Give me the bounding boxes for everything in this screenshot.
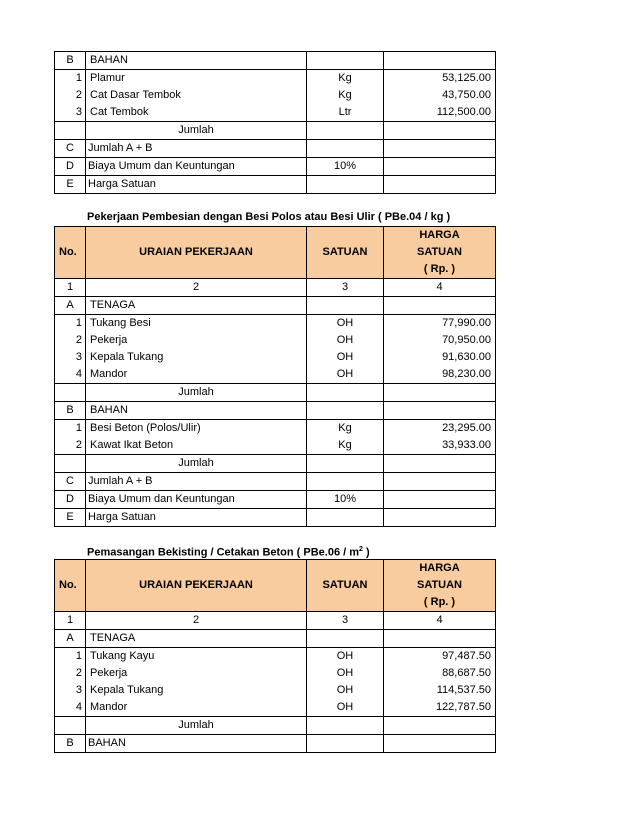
row-letter: D (55, 158, 86, 176)
header-harga-line2: SATUAN (416, 579, 462, 591)
row-label: Biaya Umum dan Keuntungan (86, 158, 307, 176)
item-unit: OH (307, 366, 384, 384)
item-price: 91,630.00 (384, 349, 496, 366)
header-uraian: URAIAN PEKERJAAN (86, 227, 307, 279)
row-letter: C (55, 140, 86, 158)
row-letter: B (55, 735, 86, 753)
row-label: TENAGA (86, 297, 307, 315)
header-harga (384, 227, 496, 279)
item-no: 4 (55, 366, 86, 384)
row-label: BAHAN (86, 735, 307, 753)
table-section-3 (54, 559, 496, 753)
item-no: 2 (55, 87, 86, 104)
item-desc: Mandor (86, 699, 307, 717)
jumlah-label: Jumlah (86, 455, 307, 473)
item-unit: Kg (307, 87, 384, 104)
item-unit: Kg (307, 437, 384, 455)
item-desc: Kawat Ikat Beton (86, 437, 307, 455)
row-label: Biaya Umum dan Keuntungan (86, 491, 307, 509)
item-unit: OH (307, 315, 384, 333)
item-desc: Mandor (86, 366, 307, 384)
row-letter: B (55, 402, 86, 420)
row-letter: A (55, 630, 86, 648)
item-unit: OH (307, 332, 384, 349)
item-no: 3 (55, 104, 86, 122)
item-price: 70,950.00 (384, 332, 496, 349)
item-desc: Pekerja (86, 332, 307, 349)
section-title (54, 539, 495, 559)
header-no: No. (55, 560, 86, 612)
item-no: 4 (55, 699, 86, 717)
item-desc: Tukang Kayu (86, 648, 307, 666)
row-label: Jumlah A + B (86, 473, 307, 491)
overhead-percent: 10% (307, 158, 384, 176)
overhead-percent: 10% (307, 491, 384, 509)
header-satuan: SATUAN (307, 227, 384, 279)
item-price: 53,125.00 (384, 70, 496, 88)
item-no: 1 (55, 315, 86, 333)
section-title-end: ) (362, 546, 370, 559)
item-no: 1 (55, 420, 86, 438)
header-harga-line1: HARGA (419, 562, 460, 574)
item-unit: OH (307, 349, 384, 366)
item-unit: OH (307, 699, 384, 717)
item-no: 2 (55, 665, 86, 682)
col-number: 1 (55, 612, 86, 630)
row-letter: D (55, 491, 86, 509)
header-satuan: SATUAN (307, 560, 384, 612)
spreadsheet (54, 51, 495, 753)
item-desc: Cat Dasar Tembok (86, 87, 307, 104)
col-number: 4 (384, 279, 496, 297)
table-section-2 (54, 226, 496, 527)
jumlah-label: Jumlah (86, 717, 307, 735)
section-title-main: Pemasangan Bekisting / Cetakan Beton ( PBe.06 / m (87, 546, 360, 559)
section-title: Pekerjaan Pembesian dengan Besi Polos atau Besi Ulir ( PBe.04 / kg ) (87, 211, 451, 223)
row-letter: B (55, 52, 86, 70)
header-harga (384, 560, 496, 612)
row-label: Harga Satuan (86, 509, 307, 527)
col-number: 1 (55, 279, 86, 297)
item-price: 77,990.00 (384, 315, 496, 333)
item-desc: Pekerja (86, 665, 307, 682)
item-no: 2 (55, 437, 86, 455)
header-harga-line3: ( Rp. ) (423, 263, 456, 275)
item-price: 98,230.00 (384, 366, 496, 384)
header-no: No. (55, 227, 86, 279)
item-price: 88,687.50 (384, 665, 496, 682)
item-unit: OH (307, 665, 384, 682)
item-price: 97,487.50 (384, 648, 496, 666)
item-unit: Kg (307, 70, 384, 88)
item-unit: Kg (307, 420, 384, 438)
item-no: 2 (55, 332, 86, 349)
row-letter: E (55, 176, 86, 194)
item-price: 114,537.50 (384, 682, 496, 699)
col-number: 2 (86, 612, 307, 630)
item-price: 122,787.50 (384, 699, 496, 717)
col-number: 3 (307, 279, 384, 297)
row-label: BAHAN (86, 402, 307, 420)
item-desc: Kepala Tukang (86, 349, 307, 366)
row-letter: C (55, 473, 86, 491)
item-no: 1 (55, 70, 86, 88)
header-uraian: URAIAN PEKERJAAN (86, 560, 307, 612)
item-no: 1 (55, 648, 86, 666)
item-price: 43,750.00 (384, 87, 496, 104)
jumlah-label: Jumlah (86, 122, 307, 140)
section-title-superscript: 2 (359, 546, 363, 553)
item-unit: OH (307, 682, 384, 699)
row-label: BAHAN (86, 52, 307, 70)
row-letter: A (55, 297, 86, 315)
col-number: 4 (384, 612, 496, 630)
row-letter: E (55, 509, 86, 527)
header-harga-line2: SATUAN (416, 246, 462, 258)
item-price: 23,295.00 (384, 420, 496, 438)
col-number: 2 (86, 279, 307, 297)
header-harga-line3: ( Rp. ) (423, 596, 456, 608)
row-label: Jumlah A + B (86, 140, 307, 158)
table-section-1 (54, 51, 496, 194)
item-desc: Besi Beton (Polos/Ulir) (86, 420, 307, 438)
row-label: Harga Satuan (86, 176, 307, 194)
item-no: 3 (55, 349, 86, 366)
item-desc: Plamur (86, 70, 307, 88)
jumlah-label: Jumlah (86, 384, 307, 402)
header-harga-line1: HARGA (419, 229, 460, 241)
item-price: 112,500.00 (384, 104, 496, 122)
item-no: 3 (55, 682, 86, 699)
item-desc: Kepala Tukang (86, 682, 307, 699)
item-price: 33,933.00 (384, 437, 496, 455)
item-unit: Ltr (307, 104, 384, 122)
col-number: 3 (307, 612, 384, 630)
row-label: TENAGA (86, 630, 307, 648)
item-desc: Tukang Besi (86, 315, 307, 333)
item-desc: Cat Tembok (86, 104, 307, 122)
item-unit: OH (307, 648, 384, 666)
